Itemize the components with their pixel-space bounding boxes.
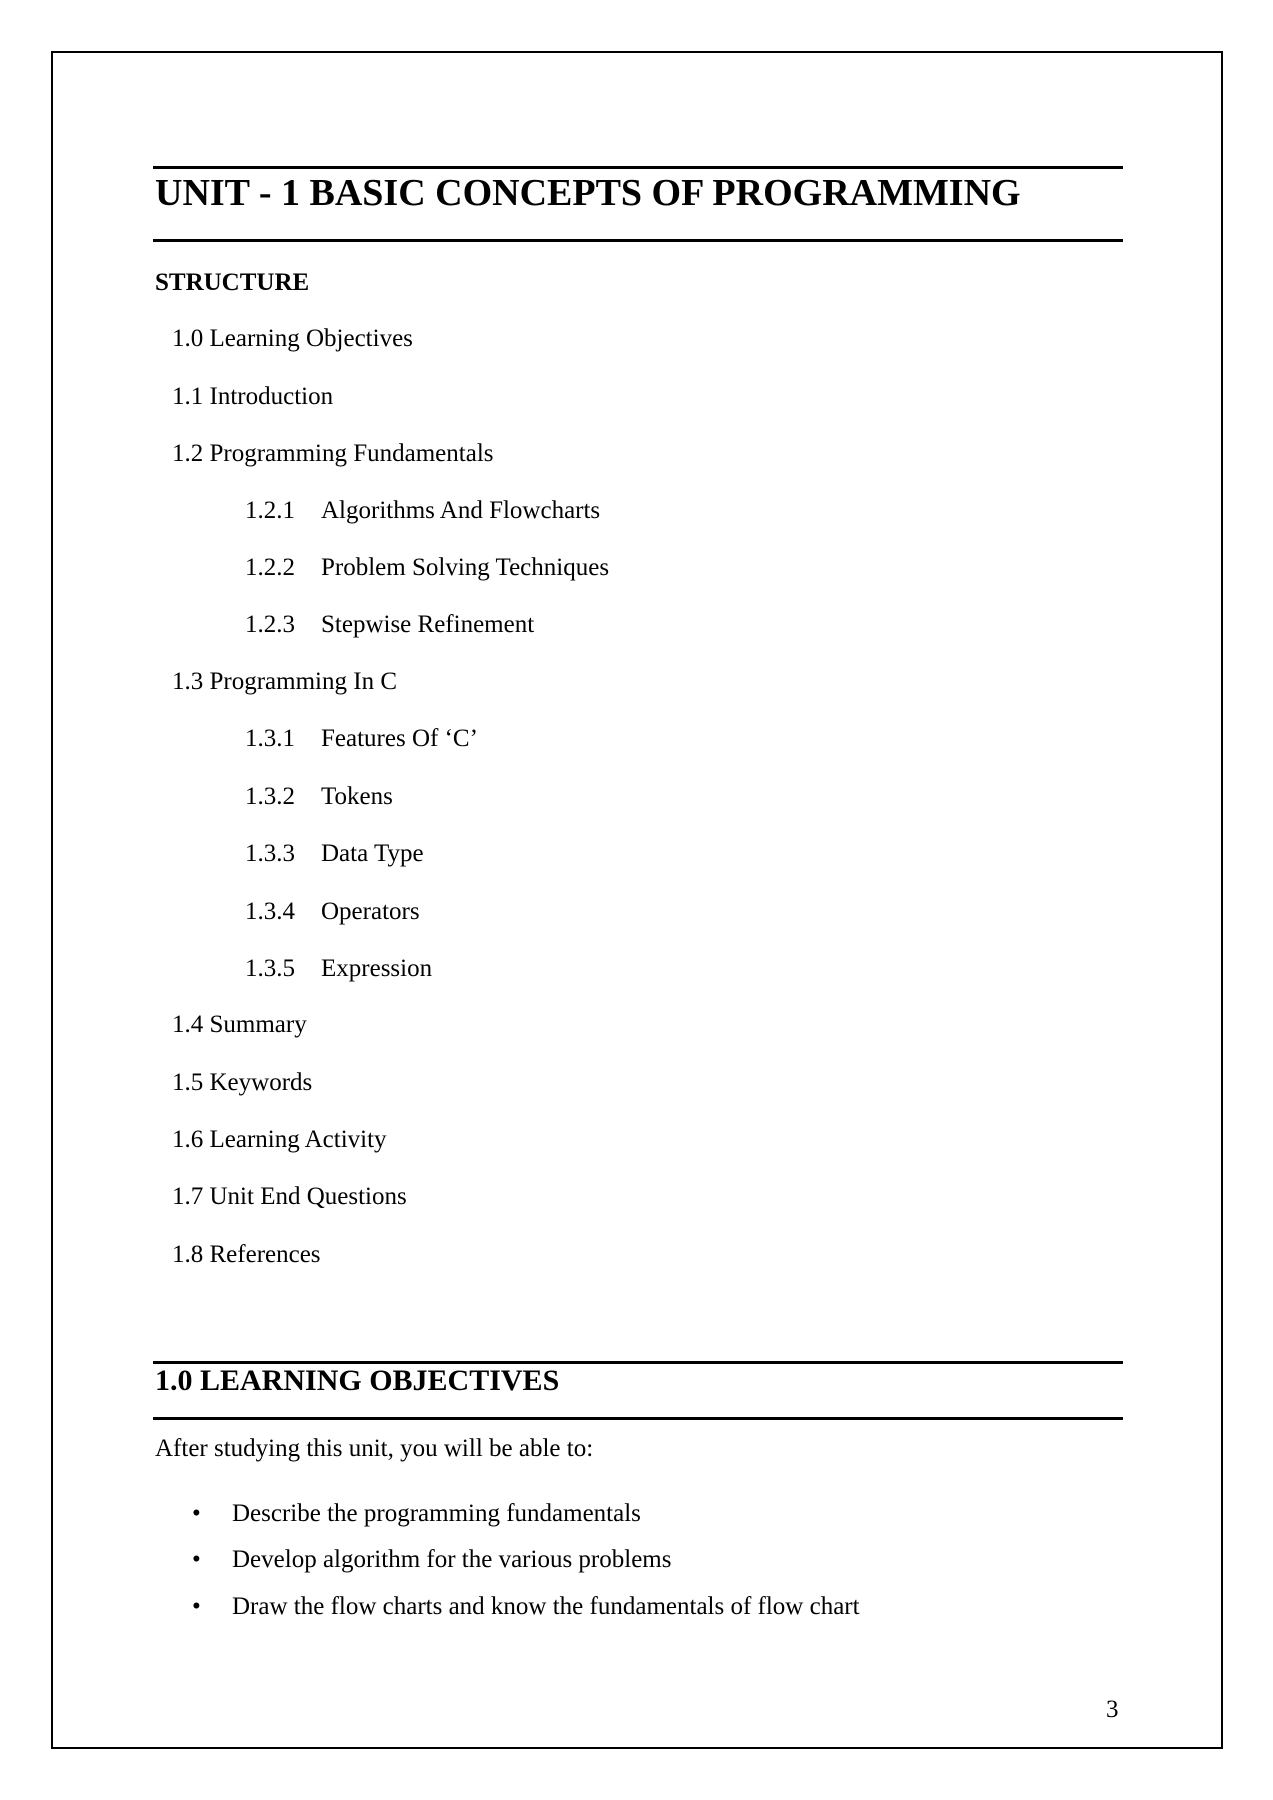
page-number: 3 — [1106, 1696, 1119, 1723]
toc-number: 1.2.3 — [245, 611, 295, 638]
toc-label: Expression — [321, 955, 433, 982]
bullet-icon: • — [192, 1500, 201, 1527]
toc-label: Algorithms And Flowcharts — [321, 497, 601, 524]
objective-item: Draw the flow charts and know the fundamentals of flow chart — [232, 1593, 860, 1620]
toc-number: 1.3.1 — [245, 725, 295, 752]
toc-item-1-2: 1.2 Programming Fundamentals — [172, 440, 494, 467]
objective-item: Describe the programming fundamentals — [232, 1500, 641, 1527]
title-bottom-rule — [153, 239, 1123, 242]
toc-label: Data Type — [321, 840, 424, 867]
toc-label: Operators — [321, 898, 420, 925]
toc-item-1-5: 1.5 Keywords — [172, 1069, 313, 1096]
toc-number: 1.3.5 — [245, 955, 295, 982]
section-heading: 1.0 LEARNING OBJECTIVES — [155, 1364, 560, 1397]
objective-item: Develop algorithm for the various problems — [232, 1546, 672, 1573]
bullet-icon: • — [192, 1546, 201, 1573]
toc-number: 1.2.2 — [245, 554, 295, 581]
toc-label: Tokens — [321, 783, 393, 810]
toc-label: Stepwise Refinement — [321, 611, 535, 638]
toc-item-1-8: 1.8 References — [172, 1241, 321, 1268]
unit-title: UNIT - 1 BASIC CONCEPTS OF PROGRAMMING — [155, 172, 1021, 214]
section-bottom-rule — [153, 1417, 1123, 1420]
objectives-intro: After studying this unit, you will be able to: — [155, 1435, 594, 1462]
toc-label: Features Of ‘C’ — [321, 725, 478, 752]
toc-label: Problem Solving Techniques — [321, 554, 610, 581]
toc-number: 1.3.3 — [245, 840, 295, 867]
structure-label: STRUCTURE — [155, 269, 310, 296]
toc-item-1-7: 1.7 Unit End Questions — [172, 1183, 407, 1210]
toc-number: 1.2.1 — [245, 497, 295, 524]
toc-number: 1.3.4 — [245, 898, 295, 925]
bullet-icon: • — [192, 1593, 201, 1620]
page-border — [51, 51, 1223, 1749]
toc-number: 1.3.2 — [245, 783, 295, 810]
toc-item-1-1: 1.1 Introduction — [172, 383, 334, 410]
toc-item-1-0: 1.0 Learning Objectives — [172, 325, 413, 352]
title-top-rule — [153, 166, 1123, 169]
toc-item-1-6: 1.6 Learning Activity — [172, 1126, 387, 1153]
toc-item-1-4: 1.4 Summary — [172, 1011, 307, 1038]
toc-item-1-3: 1.3 Programming In C — [172, 668, 397, 695]
